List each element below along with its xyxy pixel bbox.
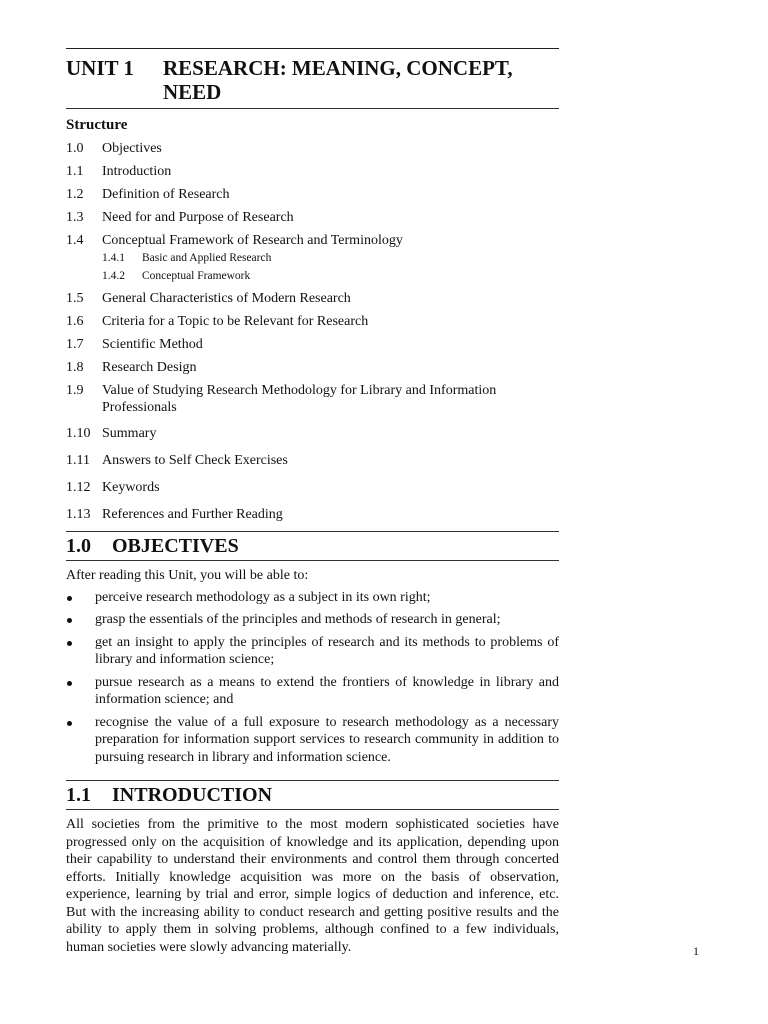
toc-item	[66, 232, 559, 249]
toc-text: Keywords	[102, 480, 160, 495]
toc-text: Conceptual Framework of Research and Terminology	[102, 233, 403, 248]
toc-text: Basic and Applied Research	[142, 252, 272, 264]
toc-text: Scientific Method	[102, 337, 203, 352]
toc-number: 1.11	[66, 453, 90, 468]
unit-title: RESEARCH: MEANING, CONCEPT, NEED	[163, 56, 513, 104]
list-item	[66, 634, 559, 669]
toc-number: 1.7	[66, 337, 84, 352]
unit-label: UNIT 1	[66, 56, 134, 80]
section-title: INTRODUCTION	[112, 784, 273, 806]
toc-text: Answers to Self Check Exercises	[102, 453, 288, 468]
section-title: OBJECTIVES	[112, 535, 239, 557]
toc-subitem	[66, 269, 559, 283]
toc-number: 1.13	[66, 507, 91, 522]
toc-item	[66, 506, 559, 523]
objectives-list	[66, 589, 559, 767]
toc-item	[66, 382, 559, 416]
toc-number: 1.0	[66, 141, 84, 156]
toc-number: 1.4	[66, 233, 84, 248]
toc-text: Need for and Purpose of Research	[102, 210, 294, 225]
toc-number: 1.4.1	[102, 252, 125, 264]
toc-text: Criteria for a Topic to be Relevant for Research	[102, 314, 369, 329]
section-rule	[66, 809, 559, 810]
toc-number: 1.6	[66, 314, 84, 329]
toc-item	[66, 186, 559, 203]
toc-item	[66, 336, 559, 353]
toc-number: 1.12	[66, 480, 91, 495]
bullet-icon	[66, 674, 95, 709]
structure-list	[66, 140, 559, 523]
section-number: 1.1	[66, 784, 91, 806]
bullet-icon	[66, 714, 95, 767]
toc-number: 1.5	[66, 291, 84, 306]
list-item-text: grasp the essentials of the principles and methods of research in general;	[95, 612, 501, 627]
toc-text: References and Further Reading	[102, 507, 283, 522]
document-page	[66, 48, 559, 956]
introduction-paragraph: All societies from the primitive to the most modern sophisticated societies have progressed only on the acquisition of knowledge and its application, depending upon their capability to understand their environments and control them through concerted efforts. Initially knowledge acquisition was more on the basis of observation, experience, learning by trial and error, simple logics of deduction and inference, etc. But with the increasing ability to conduct research and getting positive results and the ability to apply them in solving problems, although confined to a few individuals, human societies were slowly advancing materially.	[66, 817, 559, 955]
toc-item	[66, 313, 559, 330]
toc-text: General Characteristics of Modern Research	[102, 291, 351, 306]
list-item-text: recognise the value of a full exposure to research methodology as a necessary preparation for information support services to research community in addition to pursuing research in library and information science.	[95, 714, 559, 765]
toc-number: 1.9	[66, 383, 84, 398]
toc-text: Conceptual Framework	[142, 270, 251, 282]
toc-text: Value of Studying Research Methodology for Library and Information Professionals	[102, 383, 497, 415]
toc-item	[66, 290, 559, 307]
list-item	[66, 714, 559, 767]
toc-item	[66, 359, 559, 376]
toc-item	[66, 140, 559, 157]
toc-item	[66, 452, 559, 469]
structure-heading: Structure	[66, 117, 128, 133]
toc-text: Summary	[102, 426, 157, 441]
toc-item	[66, 163, 559, 180]
page-number: 1	[693, 944, 699, 958]
toc-number: 1.4.2	[102, 270, 125, 282]
section-rule	[66, 560, 559, 561]
objectives-heading	[66, 532, 559, 560]
toc-item	[66, 209, 559, 226]
objectives-intro: After reading this Unit, you will be able to:	[66, 568, 309, 583]
toc-number: 1.10	[66, 426, 91, 441]
toc-number: 1.8	[66, 360, 84, 375]
toc-number: 1.2	[66, 187, 84, 202]
list-item	[66, 674, 559, 709]
unit-rule	[66, 108, 559, 109]
toc-text: Objectives	[102, 141, 162, 156]
toc-subitem	[66, 251, 559, 265]
unit-heading	[66, 49, 559, 108]
bullet-icon	[66, 611, 95, 629]
toc-number: 1.3	[66, 210, 84, 225]
toc-number: 1.1	[66, 164, 84, 179]
toc-text: Definition of Research	[102, 187, 230, 202]
toc-text: Research Design	[102, 360, 197, 375]
toc-item	[66, 479, 559, 496]
list-item-text: perceive research methodology as a subject in its own right;	[95, 589, 431, 605]
toc-item	[66, 425, 559, 442]
bullet-icon	[66, 634, 95, 669]
list-item-text: get an insight to apply the principles of research and its methods to problems of library and information science;	[95, 634, 559, 667]
list-item-text: pursue research as a means to extend the frontiers of knowledge in library and information science; and	[95, 674, 559, 707]
introduction-heading	[66, 781, 559, 809]
section-number: 1.0	[66, 535, 91, 557]
list-item	[66, 611, 559, 629]
bullet-icon	[66, 589, 95, 607]
toc-text: Introduction	[102, 164, 172, 179]
list-item	[66, 589, 559, 607]
